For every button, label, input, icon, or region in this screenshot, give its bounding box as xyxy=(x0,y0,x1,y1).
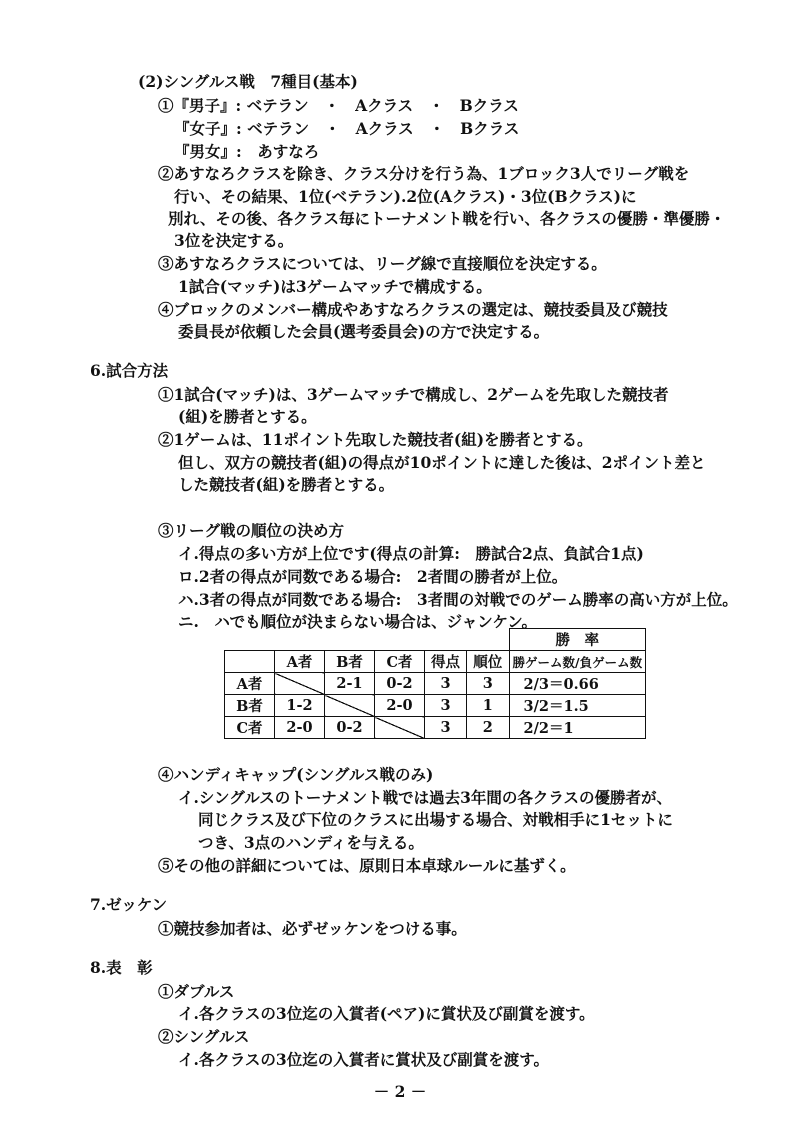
section-6-line-3: ②1ゲームは、11ポイント先取した競技者(組)を勝者とする。 xyxy=(158,430,593,449)
singles-line-7: 3位を決定する。 xyxy=(174,231,294,250)
league-ranking-table xyxy=(224,628,646,739)
self-match-cell xyxy=(375,717,425,739)
self-match-cell xyxy=(275,673,325,695)
handicap-line-5: ⑤その他の詳細については、原則日本卓球ルールに基ずく。 xyxy=(158,856,576,875)
self-match-cell xyxy=(325,695,375,717)
singles-line-6: 別れ、その後、各クラス毎にトーナメント戦を行い、各クラスの優勝・準優勝・ xyxy=(168,209,726,228)
cell-points: 3 xyxy=(425,695,467,717)
section-7-title: 7.ゼッケン xyxy=(90,895,168,914)
cell-vs-a: 1-2 xyxy=(275,695,325,717)
singles-line-1: ①『男子』: ベテラン ・ Aクラス ・ Bクラス xyxy=(158,96,519,115)
singles-line-2: 『女子』: ベテラン ・ Aクラス ・ Bクラス xyxy=(174,119,520,138)
section-7-line-1: ①競技参加者は、必ずゼッケンをつける事。 xyxy=(158,919,467,938)
cell-rank: 1 xyxy=(467,695,510,717)
singles-line-8: ③あすなろクラスについては、リーグ線で直接順位を決定する。 xyxy=(158,254,607,273)
cell-points: 3 xyxy=(425,673,467,695)
cell-rank: 3 xyxy=(467,673,510,695)
table-row xyxy=(225,717,646,739)
section-6-line-8: ロ.2者の得点が同数である場合: 2者間の勝者が上位。 xyxy=(178,567,568,586)
section-6-line-4: 但し、双方の競技者(組)の得点が10ポイントに達した後は、2ポイント差と xyxy=(178,453,706,472)
singles-line-4: ②あすなろクラスを除き、クラス分けを行う為、1ブロック3人でリーグ戦を xyxy=(158,164,690,183)
section-6-line-5: した競技者(組)を勝者とする。 xyxy=(178,475,395,494)
singles-line-11: 委員長が依頼した会員(選考委員会)の方で決定する。 xyxy=(178,322,550,341)
singles-line-3: 『男女』: あすなろ xyxy=(174,142,320,161)
col-header-rank: 順位 xyxy=(467,651,510,673)
row-name: A者 xyxy=(225,673,275,695)
page-number: － 2 － xyxy=(373,1082,427,1101)
cell-vs-a: 2-0 xyxy=(275,717,325,739)
section-6-line-1: ①1試合(マッチ)は、3ゲームマッチで構成し、2ゲームを先取した競技者 xyxy=(158,385,669,404)
cell-vs-c: 0-2 xyxy=(375,673,425,695)
row-name: C者 xyxy=(225,717,275,739)
section-6-line-7: イ.得点の多い方が上位です(得点の計算: 勝試合2点、負試合1点) xyxy=(178,544,644,563)
col-header-b: B者 xyxy=(325,651,375,673)
section-6-line-6: ③リーグ戦の順位の決め方 xyxy=(158,521,345,540)
cell-ratio: 2/3＝0.66 xyxy=(509,673,646,695)
cell-vs-b: 2-1 xyxy=(325,673,375,695)
handicap-line-1: ④ハンディキャップ(シングルス戦のみ) xyxy=(158,765,434,784)
section-6-line-2: (組)を勝者とする。 xyxy=(178,407,317,426)
table-row xyxy=(225,673,646,695)
cell-ratio: 2/2＝1 xyxy=(509,717,646,739)
section-6-line-9: ハ.3者の得点が同数である場合: 3者間の対戦でのゲーム勝率の高い方が上位。 xyxy=(178,590,738,609)
cell-points: 3 xyxy=(425,717,467,739)
table-header-row xyxy=(225,651,646,673)
win-ratio-title: 勝 率 xyxy=(509,629,646,651)
col-header-points: 得点 xyxy=(425,651,467,673)
section-8-line-2: イ.各クラスの3位迄の入賞者(ペア)に賞状及び副賞を渡す。 xyxy=(178,1004,595,1023)
section-8-title: 8.表 彰 xyxy=(90,958,153,977)
section-8-line-3: ②シングルス xyxy=(158,1027,250,1046)
handicap-line-2: イ.シングルスのトーナメント戦では過去3年間の各クラスの優勝者が、 xyxy=(178,788,672,807)
singles-line-10: ④ブロックのメンバー構成やあすなろクラスの選定は、競技委員及び競技 xyxy=(158,300,668,319)
col-header-ratio: 勝ゲーム数/負ゲーム数 xyxy=(509,651,646,673)
table-row xyxy=(225,695,646,717)
col-header-c: C者 xyxy=(375,651,425,673)
section-8-line-4: イ.各クラスの3位迄の入賞者に賞状及び副賞を渡す。 xyxy=(178,1050,549,1069)
handicap-line-3: 同じクラス及び下位のクラスに出場する場合、対戦相手に1セットに xyxy=(198,810,673,829)
singles-line-5: 行い、その結果、1位(ベテラン).2位(Aクラス)・3位(Bクラス)に xyxy=(174,187,637,206)
cell-vs-c: 2-0 xyxy=(375,695,425,717)
corner-cell xyxy=(225,651,275,673)
handicap-line-4: つき、3点のハンディを与える。 xyxy=(198,833,424,852)
singles-heading: (2)シングルス戦 7種目(基本) xyxy=(138,72,358,91)
cell-ratio: 3/2＝1.5 xyxy=(509,695,646,717)
section-6-title: 6.試合方法 xyxy=(90,361,169,380)
section-6-line-10: ニ. ハでも順位が決まらない場合は、ジャンケン。 xyxy=(178,612,537,631)
table-title-row xyxy=(225,629,646,651)
cell-vs-b: 0-2 xyxy=(325,717,375,739)
row-name: B者 xyxy=(225,695,275,717)
section-8-line-1: ①ダブルス xyxy=(158,982,235,1001)
singles-line-9: 1試合(マッチ)は3ゲームマッチで構成する。 xyxy=(178,277,492,296)
col-header-a: A者 xyxy=(275,651,325,673)
cell-rank: 2 xyxy=(467,717,510,739)
